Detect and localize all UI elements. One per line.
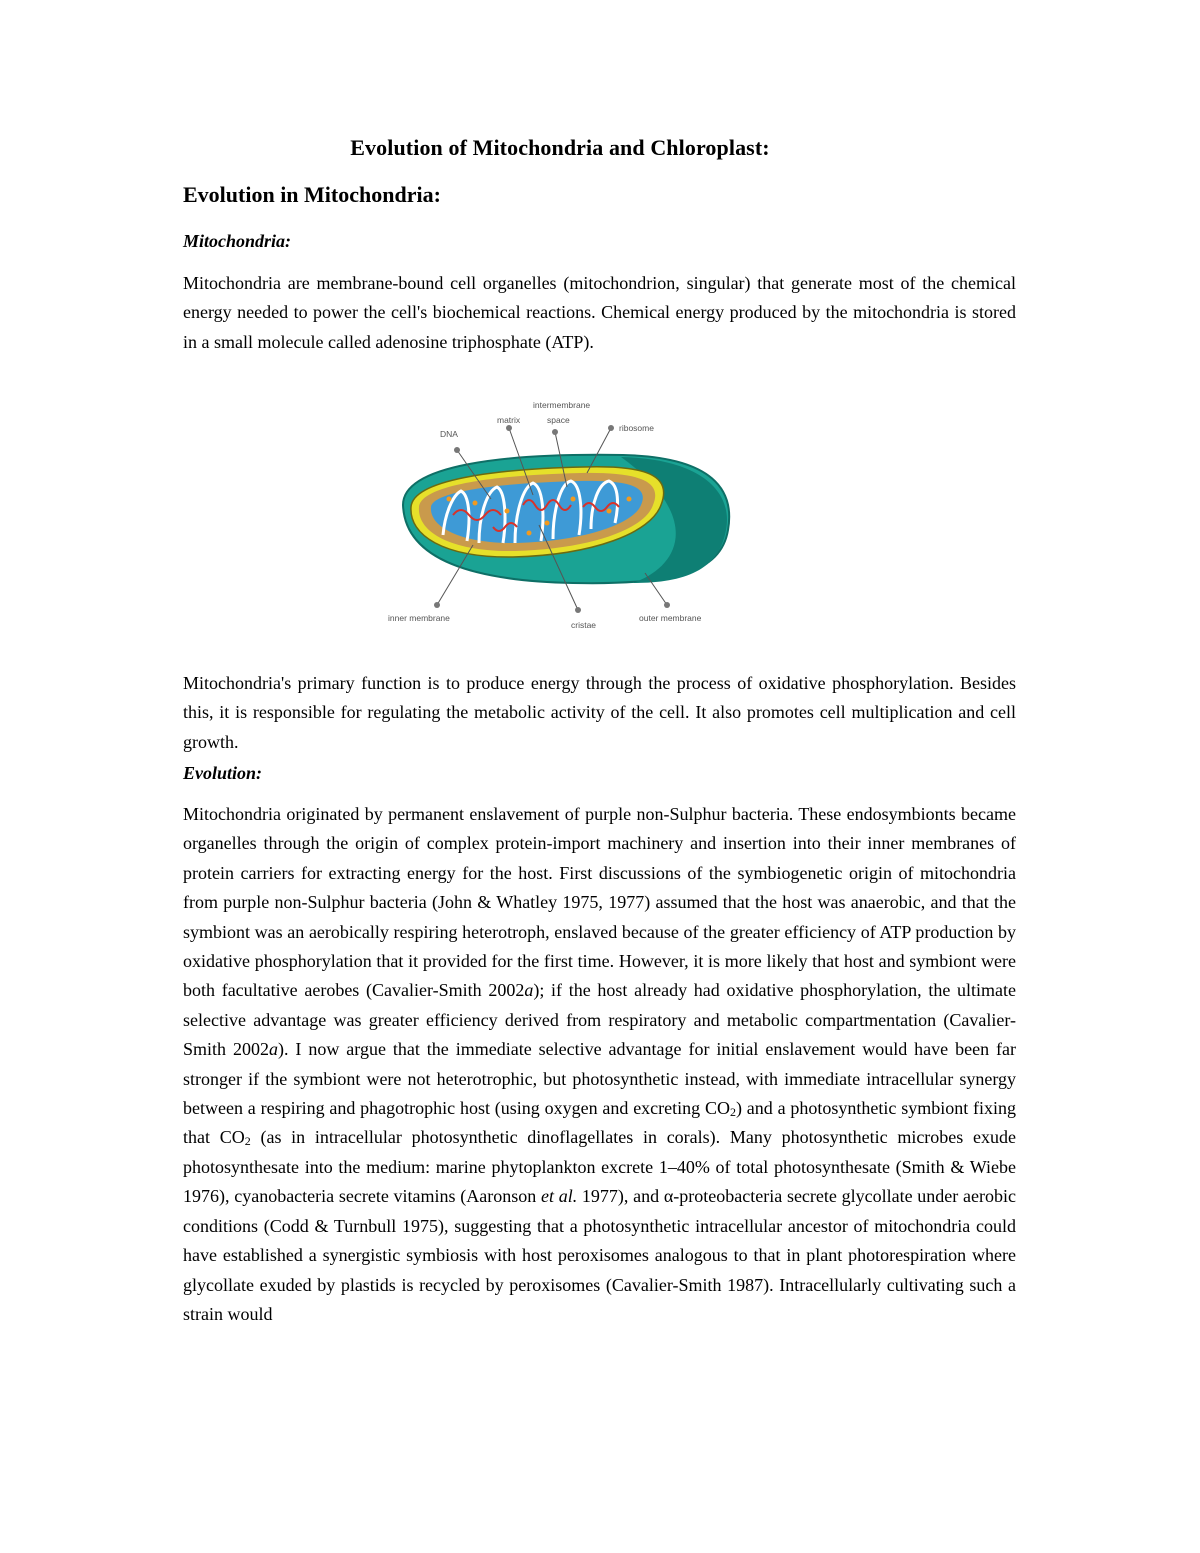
label-matrix: matrix [497, 415, 521, 425]
evolution-text-6: 1977), and α-proteobacteria secrete glycollate under aerobic conditions (Codd & Turnbull 1975), suggesting that a photosynthetic intracellular ancestor of mitochondria could have established a synergistic symbiosis with host peroxisomes analogous to that in plant photorespiration where glycollate exuded by plastids is recycled by peroxisomes (Cavalier-Smith 1987). Intracellularly cultivating such a strain would [183, 1186, 1016, 1324]
label-cristae: cristae [571, 620, 597, 630]
evolution-text-1: Mitochondria originated by permanent enslavement of purple non-Sulphur bacteria. These endosymbionts became organelles through the origin of complex protein-import machinery and insertion into their inner membranes of protein carriers for extracting energy for the host. First discussions of the symbiogenetic origin of mitochondria from purple non-Sulphur bacteria (John & Whatley 1975, 1977) assumed that the host was anaerobic, and that the symbiont was an aerobically respiring heterotroph, enslaved because of the greater efficiency of ATP production by oxidative phosphorylation that it provided for the first time. However, it is more likely that host and symbiont were both facultative aerobes (Cavalier-Smith 2002 [183, 804, 1016, 1001]
label-intermembrane: intermembrane [533, 400, 591, 410]
section-heading: Evolution in Mitochondria: [183, 182, 441, 207]
evolution-ref-a1: a [524, 980, 534, 1001]
evolution-sub-2: 2 [244, 1134, 251, 1149]
document-title-text: Evolution of Mitochondria and Chloroplast: [350, 135, 770, 160]
evolution-etal: et al. [540, 1186, 578, 1207]
evolution-text-2: ); if the host already had oxidative phosphorylation, the ultimate selective advantage was greater efficiency derived from respiratory and metabolic compartmentation (Cavalier-Smith 2002 [183, 980, 1016, 1060]
evolution-ref-a2: a [268, 1039, 278, 1060]
evolution-text-5: (as in intracellular photosynthetic dinoflagellates in corals). Many photosynthetic microbes exude photosynthesate into the medium: marine phytoplankton excrete 1–40% of total photosynthesate (Smith & Wiebe 1976), cyanobacteria secrete vitamins (Aaronson [183, 1127, 1016, 1207]
label-inner-membrane: inner membrane [388, 613, 450, 623]
evolution-text-4: ) and a photosynthetic symbiont fixing that CO [183, 1098, 1017, 1148]
evolution-sub-1: 2 [729, 1105, 736, 1120]
subheading-mitochondria: Mitochondria: [183, 231, 292, 251]
label-ribosome: ribosome [619, 423, 654, 433]
document-title [0, 135, 1120, 161]
evolution-text-3: ). I now argue that the immediate selective advantage for initial enslavement would have been far stronger if the symbiont were not heterotrophic, but photosynthetic instead, with immediate intracellular synergy between a respiring and phagotrophic host (using oxygen and excreting CO [183, 1039, 1016, 1119]
mitochondrion-diagram [383, 395, 733, 640]
paragraph-intro: Mitochondria are membrane-bound cell organelles (mitochondrion, singular) that generate most of the chemical energy needed to power the cell's biochemical reactions. Chemical energy produced by the mitochondria is stored in a small molecule called adenosine triphosphate (ATP). [183, 273, 1016, 352]
paragraph-function: Mitochondria's primary function is to produce energy through the process of oxidative phosphorylation. Besides this, it is responsible for regulating the metabolic activity of the cell. It also promotes cell multiplication and cell growth. [183, 673, 1016, 752]
label-dna: DNA [440, 429, 458, 439]
mitochondrion-illustration [383, 395, 733, 640]
subheading-evolution: Evolution: [183, 763, 263, 783]
label-outer-membrane: outer membrane [639, 613, 702, 623]
paragraph-evolution [183, 800, 1016, 1329]
label-space: space [547, 415, 570, 425]
